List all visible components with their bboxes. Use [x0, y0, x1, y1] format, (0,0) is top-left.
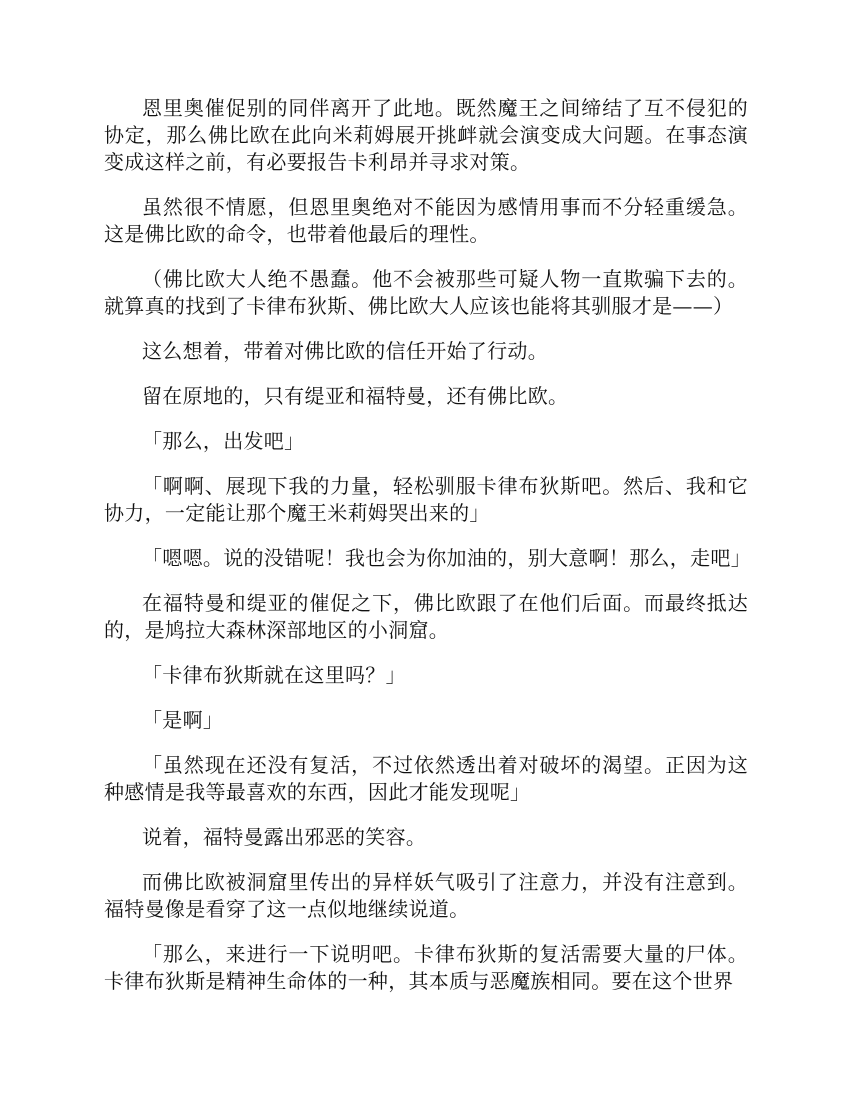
paragraph: 「卡律布狄斯就在这里吗？」 [142, 663, 406, 687]
paragraph: 「嗯嗯。说的没错呢！我也会为你加油的，别大意啊！那么，走吧」 [142, 546, 751, 570]
body-text [104, 95, 751, 1013]
paragraph: （佛比欧大人绝不愚蠢。他不会被那些可疑人物一直欺骗下去的。就算真的找到了卡律布狄斯、佛比欧大人应该也能将其驯服才是——） [104, 267, 748, 318]
paragraph: 而佛比欧被洞窟里传出的异样妖气吸引了注意力，并没有注意到。福特曼像是看穿了这一点似地继续说道。 [104, 870, 748, 921]
paragraph: 「那么，出发吧」 [142, 429, 305, 453]
paragraph: 虽然很不情愿，但恩里奥绝对不能因为感情用事而不分轻重缓急。这是佛比欧的命令，也带着他最后的理性。 [104, 195, 748, 246]
paragraph: 「啊啊、展现下我的力量，轻松驯服卡律布狄斯吧。然后、我和它协力，一定能让那个魔王米莉姆哭出来的」 [104, 474, 748, 525]
paragraph: 恩里奥催促别的同伴离开了此地。既然魔王之间缔结了互不侵犯的协定，那么佛比欧在此向米莉姆展开挑衅就会演变成大问题。在事态演变成这样之前，有必要报告卡利昂并寻求对策。 [104, 96, 748, 174]
paragraph: 留在原地的，只有缇亚和福特曼，还有佛比欧。 [142, 384, 569, 408]
paragraph: 这么想着，带着对佛比欧的信任开始了行动。 [142, 339, 548, 363]
paragraph: 「那么，来进行一下说明吧。卡律布狄斯的复活需要大量的尸体。卡律布狄斯是精神生命体的一种，其本质与恶魔族相同。要在这个世界 [104, 942, 748, 993]
paragraph: 「虽然现在还没有复活，不过依然透出着对破坏的渴望。正因为这种感情是我等最喜欢的东西，因此才能发现呢」 [104, 753, 748, 804]
paragraph: 说着，福特曼露出邪恶的笑容。 [142, 825, 427, 849]
paragraph: 在福特曼和缇亚的催促之下，佛比欧跟了在他们后面。而最终抵达的，是鸠拉大森林深部地区的小洞窟。 [104, 591, 748, 642]
paragraph: 「是啊」 [142, 708, 224, 732]
